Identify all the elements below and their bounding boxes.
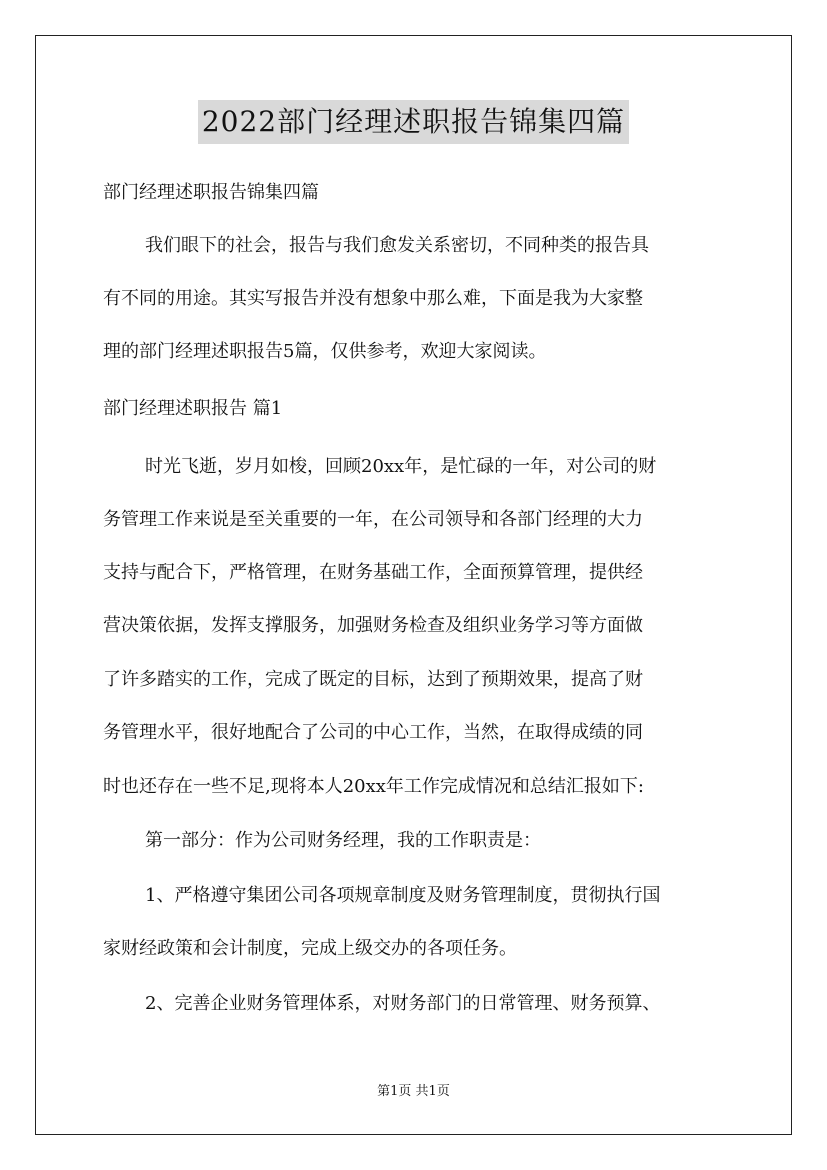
paragraph-line: 家财经政策和会计制度，完成上级交办的各项任务。 xyxy=(103,938,517,959)
subtitle-line: 部门经理述职报告锦集四篇 xyxy=(103,182,319,203)
paragraph-line: 时光飞逝，岁月如梭，回顾20xx年，是忙碌的一年，对公司的财 xyxy=(145,456,657,477)
section-heading: 部门经理述职报告 篇1 xyxy=(103,398,283,419)
paragraph-line: 2、完善企业财务管理体系，对财务部门的日常管理、财务预算、 xyxy=(145,993,661,1014)
paragraph-line: 了许多踏实的工作，完成了既定的目标，达到了预期效果，提高了财 xyxy=(103,669,643,690)
document-title-wrapper xyxy=(0,100,827,144)
paragraph-line: 我们眼下的社会，报告与我们愈发关系密切，不同种类的报告具 xyxy=(145,235,649,256)
document-title: 2022部门经理述职报告锦集四篇 xyxy=(198,100,629,144)
paragraph-line: 第一部分：作为公司财务经理，我的工作职责是： xyxy=(145,830,541,851)
paragraph-line: 1、严格遵守集团公司各项规章制度及财务管理制度，贯彻执行国 xyxy=(145,885,661,906)
paragraph-line: 营决策依据，发挥支撑服务，加强财务检查及组织业务学习等方面做 xyxy=(103,615,643,636)
paragraph-line: 时也还存在一些不足,现将本人20xx年工作完成情况和总结汇报如下: xyxy=(103,776,644,797)
paragraph-line: 务管理工作来说是至关重要的一年，在公司领导和各部门经理的大力 xyxy=(103,509,643,530)
paragraph-line: 理的部门经理述职报告5篇，仅供参考，欢迎大家阅读。 xyxy=(103,341,547,362)
paragraph-line: 务管理水平，很好地配合了公司的中心工作，当然，在取得成绩的同 xyxy=(103,722,643,743)
paragraph-line: 有不同的用途。其实写报告并没有想象中那么难，下面是我为大家整 xyxy=(103,288,643,309)
page-footer: 第1页 共1页 xyxy=(377,1084,450,1099)
paragraph-line: 支持与配合下，严格管理，在财务基础工作，全面预算管理，提供经 xyxy=(103,562,643,583)
